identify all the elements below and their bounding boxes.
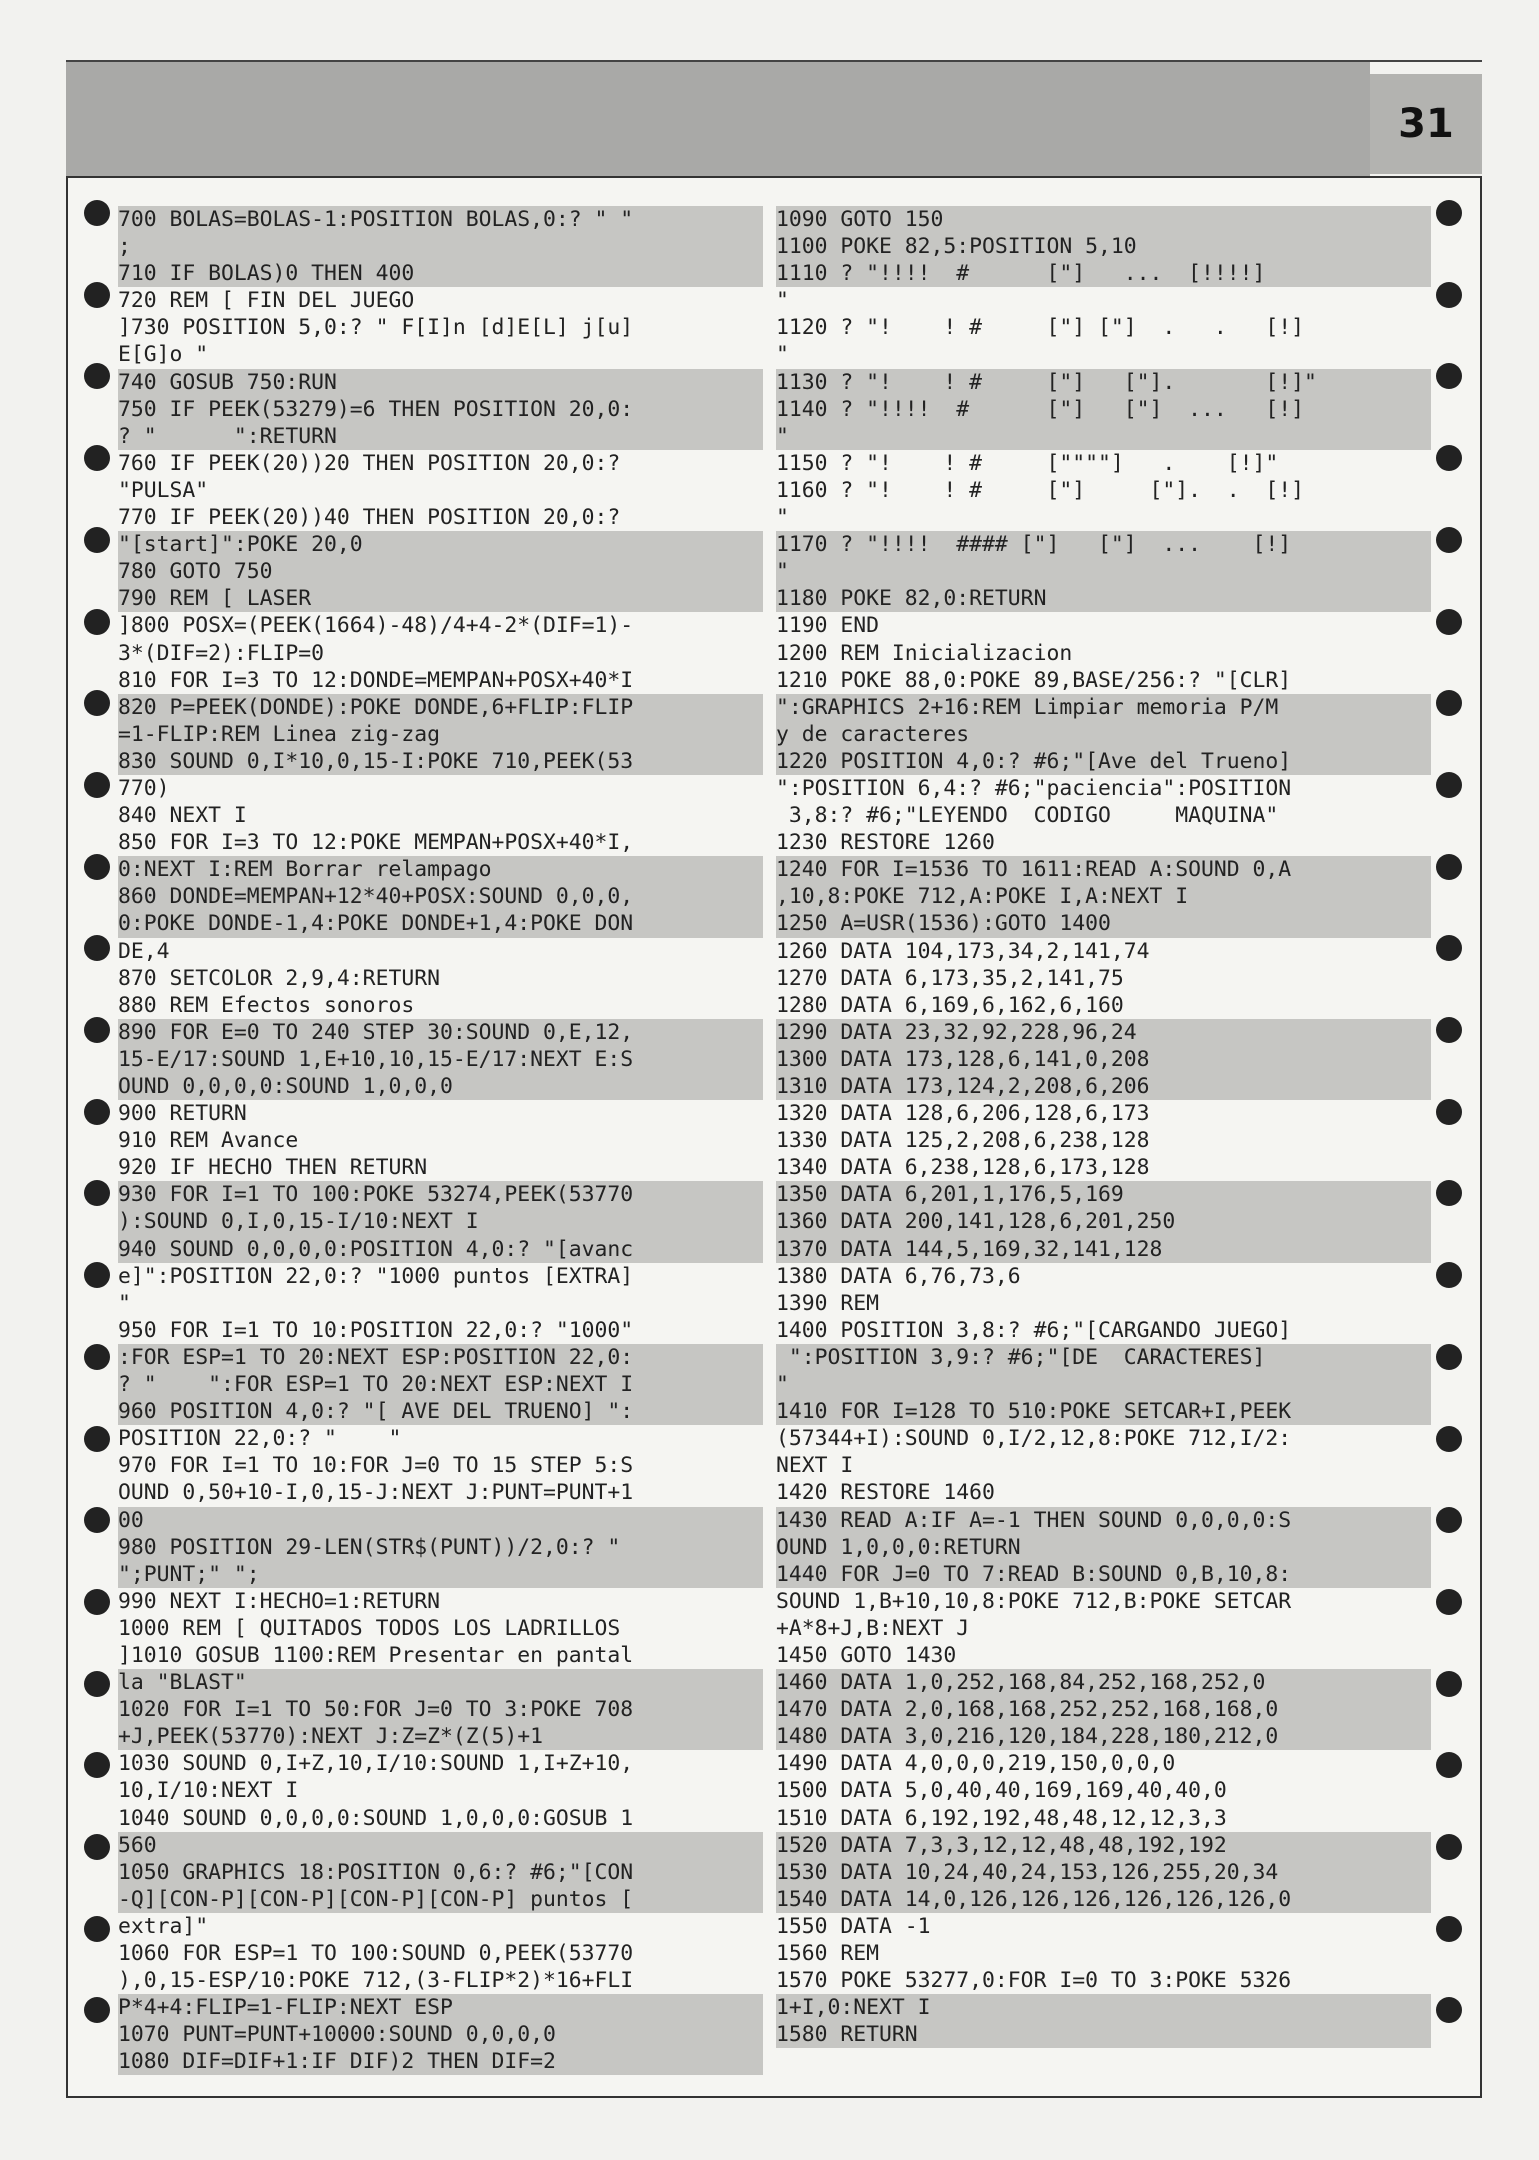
code-line: 1200 REM Inicializacion: [776, 640, 1073, 666]
code-line: :FOR ESP=1 TO 20:NEXT ESP:POSITION 22,0:: [118, 1344, 763, 1371]
code-line: 1520 DATA 7,3,3,12,12,48,48,192,192: [776, 1832, 1431, 1859]
code-line: 1360 DATA 200,141,128,6,201,250: [776, 1208, 1431, 1235]
code-line: ": [776, 423, 1431, 450]
code-line: OUND 0,0,0,0:SOUND 1,0,0,0: [118, 1073, 763, 1100]
code-line: ;: [118, 233, 763, 260]
punch-hole: [1436, 527, 1462, 553]
code-line: 1350 DATA 6,201,1,176,5,169: [776, 1181, 1431, 1208]
code-line: 960 POSITION 4,0:? "[ AVE DEL TRUENO] ":: [118, 1398, 763, 1425]
code-line: -Q][CON-P][CON-P][CON-P][CON-P] puntos [: [118, 1886, 763, 1913]
code-line: 1170 ? "!!!! #### ["] ["] ... [!]: [776, 531, 1431, 558]
punch-hole: [1436, 1426, 1462, 1452]
code-line: ]730 POSITION 5,0:? " F[I]n [d]E[L] j[u]: [118, 315, 634, 341]
code-line: ):SOUND 0,I,0,15-I/10:NEXT I: [118, 1208, 763, 1235]
page-number: 31: [1370, 74, 1482, 174]
code-line: 740 GOSUB 750:RUN: [118, 369, 763, 396]
code-line: 1490 DATA 4,0,0,0,219,150,0,0,0: [776, 1751, 1176, 1777]
code-line: OUND 0,50+10-I,0,15-J:NEXT J:PUNT=PUNT+1: [118, 1480, 634, 1506]
code-line: 920 IF HECHO THEN RETURN: [118, 1155, 428, 1181]
code-line: 1400 POSITION 3,8:? #6;"[CARGANDO JUEGO]: [776, 1317, 1292, 1343]
punch-hole: [84, 772, 110, 798]
code-line: 1210 POKE 88,0:POKE 89,BASE/256:? "[CLR]: [776, 667, 1292, 693]
header-band: [66, 62, 1370, 176]
code-line: ": [776, 288, 789, 314]
code-line: 3,8:? #6;"LEYENDO CODIGO MAQUINA": [776, 803, 1279, 829]
code-line: 1160 ? "! ! # ["] ["]. . [!]: [776, 477, 1305, 503]
code-line: 1090 GOTO 150: [776, 206, 1431, 233]
code-line: 750 IF PEEK(53279)=6 THEN POSITION 20,0:: [118, 396, 763, 423]
code-line: 1330 DATA 125,2,208,6,238,128: [776, 1128, 1150, 1154]
punch-hole: [84, 1834, 110, 1860]
code-line: 1030 SOUND 0,I+Z,10,I/10:SOUND 1,I+Z+10,: [118, 1751, 634, 1777]
punch-hole: [1436, 1671, 1462, 1697]
code-line: 0:NEXT I:REM Borrar relampago: [118, 856, 763, 883]
code-line: 1110 ? "!!!! # ["] ... [!!!!]: [776, 260, 1431, 287]
punch-hole: [1436, 1344, 1462, 1370]
code-line: ),0,15-ESP/10:POKE 712,(3-FLIP*2)*16+FLI: [118, 1968, 634, 1994]
code-line: 1000 REM [ QUITADOS TODOS LOS LADRILLOS: [118, 1615, 621, 1641]
code-line: 1550 DATA -1: [776, 1913, 931, 1939]
code-line: 1060 FOR ESP=1 TO 100:SOUND 0,PEEK(53770: [118, 1941, 634, 1966]
punch-hole: [1436, 1507, 1462, 1533]
code-line: ": [118, 1290, 131, 1316]
code-line: OUND 1,0,0,0:RETURN: [776, 1534, 1431, 1561]
code-line: 820 P=PEEK(DONDE):POKE DONDE,6+FLIP:FLIP: [118, 694, 763, 721]
punch-hole: [1436, 1099, 1462, 1125]
punch-hole: [1436, 854, 1462, 880]
code-line: 1440 FOR J=0 TO 7:READ B:SOUND 0,B,10,8:: [776, 1561, 1431, 1588]
code-line: 760 IF PEEK(20))20 THEN POSITION 20,0:?: [118, 450, 621, 476]
code-line: ]800 POSX=(PEEK(1664)-48)/4+4-2*(DIF=1)-: [118, 613, 634, 639]
code-line: 1240 FOR I=1536 TO 1611:READ A:SOUND 0,A: [776, 856, 1431, 883]
code-line: 770 IF PEEK(20))40 THEN POSITION 20,0:?: [118, 505, 621, 531]
code-line: 1+I,0:NEXT I: [776, 1994, 1431, 2021]
code-line: 1180 POKE 82,0:RETURN: [776, 585, 1431, 612]
code-line: 940 SOUND 0,0,0,0:POSITION 4,0:? "[avanc: [118, 1236, 763, 1263]
code-line: 790 REM [ LASER: [118, 585, 763, 612]
code-line: 1580 RETURN: [776, 2021, 1431, 2048]
code-line: 1340 DATA 6,238,128,6,173,128: [776, 1155, 1150, 1181]
code-line: (57344+I):SOUND 0,I/2,12,8:POKE 712,I/2:: [776, 1426, 1292, 1452]
code-line: ": [776, 558, 1431, 585]
code-line: "PULSA": [118, 477, 209, 503]
code-line: 1500 DATA 5,0,40,40,169,169,40,40,0: [776, 1778, 1227, 1804]
code-line: 1540 DATA 14,0,126,126,126,126,126,126,0: [776, 1886, 1431, 1913]
code-line: 1020 FOR I=1 TO 50:FOR J=0 TO 3:POKE 708: [118, 1696, 763, 1723]
punch-hole: [1436, 1017, 1462, 1043]
code-line: ? " ":RETURN: [118, 423, 763, 450]
code-line: la "BLAST": [118, 1669, 763, 1696]
code-line: 1280 DATA 6,169,6,162,6,160: [776, 992, 1124, 1018]
code-line: 770): [118, 775, 170, 801]
punch-hole: [84, 1017, 110, 1043]
code-line: 1260 DATA 104,173,34,2,141,74: [776, 938, 1150, 964]
code-line: 1220 POSITION 4,0:? #6;"[Ave del Trueno]: [776, 748, 1431, 775]
code-line: 1510 DATA 6,192,192,48,48,12,12,3,3: [776, 1805, 1227, 1831]
code-line: 1140 ? "!!!! # ["] ["] ... [!]: [776, 396, 1431, 423]
code-line: y de caracteres: [776, 721, 1431, 748]
code-line: =1-FLIP:REM Linea zig-zag: [118, 721, 763, 748]
code-line: 980 POSITION 29-LEN(STR$(PUNT))/2,0:? ": [118, 1534, 763, 1561]
punch-hole: [1436, 445, 1462, 471]
punch-hole: [84, 1916, 110, 1942]
punch-hole: [84, 1671, 110, 1697]
punch-hole: [84, 527, 110, 553]
code-line: 560: [118, 1832, 763, 1859]
punch-hole: [1436, 772, 1462, 798]
code-line: 3*(DIF=2):FLIP=0: [118, 640, 325, 666]
code-line: ? " ":FOR ESP=1 TO 20:NEXT ESP:NEXT I: [118, 1371, 763, 1398]
code-line: 1040 SOUND 0,0,0,0:SOUND 1,0,0,0:GOSUB 1: [118, 1805, 634, 1831]
punch-hole: [1436, 1916, 1462, 1942]
code-line: 890 FOR E=0 TO 240 STEP 30:SOUND 0,E,12,: [118, 1019, 763, 1046]
code-line: POSITION 22,0:? " ": [118, 1426, 402, 1452]
punch-hole: [84, 854, 110, 880]
punch-hole: [1436, 1589, 1462, 1615]
code-line: 950 FOR I=1 TO 10:POSITION 22,0:? "1000": [118, 1317, 634, 1343]
code-line: 1390 REM: [776, 1290, 880, 1316]
punch-hole: [84, 609, 110, 635]
code-line: 1560 REM: [776, 1941, 880, 1966]
code-line: 1370 DATA 144,5,169,32,141,128: [776, 1236, 1431, 1263]
code-line: DE,4: [118, 938, 170, 964]
code-line: 1080 DIF=DIF+1:IF DIF)2 THEN DIF=2: [118, 2048, 763, 2075]
code-line: 710 IF BOLAS)0 THEN 400: [118, 260, 763, 287]
code-line: ,10,8:POKE 712,A:POKE I,A:NEXT I: [776, 883, 1431, 910]
code-line: 1290 DATA 23,32,92,228,96,24: [776, 1019, 1431, 1046]
code-line: 700 BOLAS=BOLAS-1:POSITION BOLAS,0:? " ": [118, 206, 763, 233]
code-line: 0:POKE DONDE-1,4:POKE DONDE+1,4:POKE DON: [118, 910, 763, 937]
code-line: 1310 DATA 173,124,2,208,6,206: [776, 1073, 1431, 1100]
code-line: 1230 RESTORE 1260: [776, 830, 995, 856]
code-line: 1570 POKE 53277,0:FOR I=0 TO 3:POKE 5326: [776, 1968, 1292, 1994]
punch-hole: [1436, 690, 1462, 716]
code-line: E[G]o ": [118, 342, 209, 368]
punch-hole: [84, 200, 110, 226]
code-line: 810 FOR I=3 TO 12:DONDE=MEMPAN+POSX+40*I: [118, 667, 634, 693]
code-line: ":GRAPHICS 2+16:REM Limpiar memoria P/M: [776, 694, 1431, 721]
code-line: 1130 ? "! ! # ["] ["]. [!]": [776, 369, 1431, 396]
code-line: ":POSITION 6,4:? #6;"paciencia":POSITION: [776, 775, 1292, 801]
code-line: ";PUNT;" ";: [118, 1561, 763, 1588]
code-line: extra]": [118, 1913, 209, 1939]
code-line: 1410 FOR I=128 TO 510:POKE SETCAR+I,PEEK: [776, 1398, 1431, 1425]
code-line: 900 RETURN: [118, 1101, 247, 1127]
code-line: 720 REM [ FIN DEL JUEGO: [118, 288, 415, 314]
code-line: 1050 GRAPHICS 18:POSITION 0,6:? #6;"[CON: [118, 1859, 763, 1886]
code-line: 780 GOTO 750: [118, 558, 763, 585]
punch-hole: [84, 1507, 110, 1533]
code-line: 830 SOUND 0,I*10,0,15-I:POKE 710,PEEK(53: [118, 748, 763, 775]
code-line: 1120 ? "! ! # ["] ["] . . [!]: [776, 315, 1305, 341]
code-line: 1380 DATA 6,76,73,6: [776, 1263, 1021, 1289]
punch-hole: [84, 1099, 110, 1125]
punch-hole: [1436, 200, 1462, 226]
code-line: P*4+4:FLIP=1-FLIP:NEXT ESP: [118, 1994, 763, 2021]
code-line: 870 SETCOLOR 2,9,4:RETURN: [118, 965, 440, 991]
code-line: SOUND 1,B+10,10,8:POKE 712,B:POKE SETCAR: [776, 1588, 1292, 1614]
right-code-column: [776, 206, 1431, 2048]
punch-hole: [1436, 1834, 1462, 1860]
code-line: ":POSITION 3,9:? #6;"[DE CARACTERES]: [776, 1344, 1431, 1371]
code-line: +J,PEEK(53770):NEXT J:Z=Z*(Z(5)+1: [118, 1723, 763, 1750]
code-line: e]":POSITION 22,0:? "1000 puntos [EXTRA]: [118, 1263, 634, 1289]
code-line: 1430 READ A:IF A=-1 THEN SOUND 0,0,0,0:S: [776, 1507, 1431, 1534]
code-line: 1070 PUNT=PUNT+10000:SOUND 0,0,0,0: [118, 2021, 763, 2048]
code-line: 1450 GOTO 1430: [776, 1642, 957, 1668]
punch-hole: [84, 690, 110, 716]
code-line: 1190 END: [776, 613, 880, 639]
code-line: 10,I/10:NEXT I: [118, 1778, 299, 1804]
code-line: 1250 A=USR(1536):GOTO 1400: [776, 910, 1431, 937]
code-line: +A*8+J,B:NEXT J: [776, 1615, 970, 1641]
code-line: 1320 DATA 128,6,206,128,6,173: [776, 1101, 1150, 1127]
code-line: 00: [118, 1507, 763, 1534]
code-line: 1460 DATA 1,0,252,168,84,252,168,252,0: [776, 1669, 1431, 1696]
code-line: "[start]":POKE 20,0: [118, 531, 763, 558]
code-line: 1470 DATA 2,0,168,168,252,252,168,168,0: [776, 1696, 1431, 1723]
code-line: 1530 DATA 10,24,40,24,153,126,255,20,34: [776, 1859, 1431, 1886]
code-line: 840 NEXT I: [118, 803, 247, 829]
punch-hole: [84, 1426, 110, 1452]
code-line: 1270 DATA 6,173,35,2,141,75: [776, 965, 1124, 991]
code-line: ]1010 GOSUB 1100:REM Presentar en pantal: [118, 1642, 634, 1668]
punch-hole: [1436, 609, 1462, 635]
code-line: NEXT I: [776, 1453, 854, 1479]
punch-hole: [84, 1262, 110, 1288]
code-line: 1480 DATA 3,0,216,120,184,228,180,212,0: [776, 1723, 1431, 1750]
punch-hole: [1436, 1262, 1462, 1288]
left-code-column: [118, 206, 763, 2075]
punch-hole: [84, 445, 110, 471]
code-line: 15-E/17:SOUND 1,E+10,10,15-E/17:NEXT E:S: [118, 1046, 763, 1073]
code-line: ": [776, 342, 789, 368]
code-line: 1100 POKE 82,5:POSITION 5,10: [776, 233, 1431, 260]
code-line: 930 FOR I=1 TO 100:POKE 53274,PEEK(53770: [118, 1181, 763, 1208]
punch-hole: [84, 282, 110, 308]
punch-hole: [84, 1589, 110, 1615]
code-line: 910 REM Avance: [118, 1128, 299, 1154]
punch-hole: [84, 1344, 110, 1370]
code-line: 970 FOR I=1 TO 10:FOR J=0 TO 15 STEP 5:S: [118, 1453, 634, 1479]
code-line: ": [776, 505, 789, 531]
punch-hole: [1436, 282, 1462, 308]
code-line: 1300 DATA 173,128,6,141,0,208: [776, 1046, 1431, 1073]
code-line: 1150 ? "! ! # [""""] . [!]": [776, 450, 1279, 476]
code-line: ": [776, 1371, 1431, 1398]
code-line: 860 DONDE=MEMPAN+12*40+POSX:SOUND 0,0,0,: [118, 883, 763, 910]
code-line: 990 NEXT I:HECHO=1:RETURN: [118, 1588, 440, 1614]
code-line: 1420 RESTORE 1460: [776, 1480, 995, 1506]
code-line: 880 REM Efectos sonoros: [118, 992, 415, 1018]
code-line: 850 FOR I=3 TO 12:POKE MEMPAN+POSX+40*I,: [118, 830, 634, 856]
